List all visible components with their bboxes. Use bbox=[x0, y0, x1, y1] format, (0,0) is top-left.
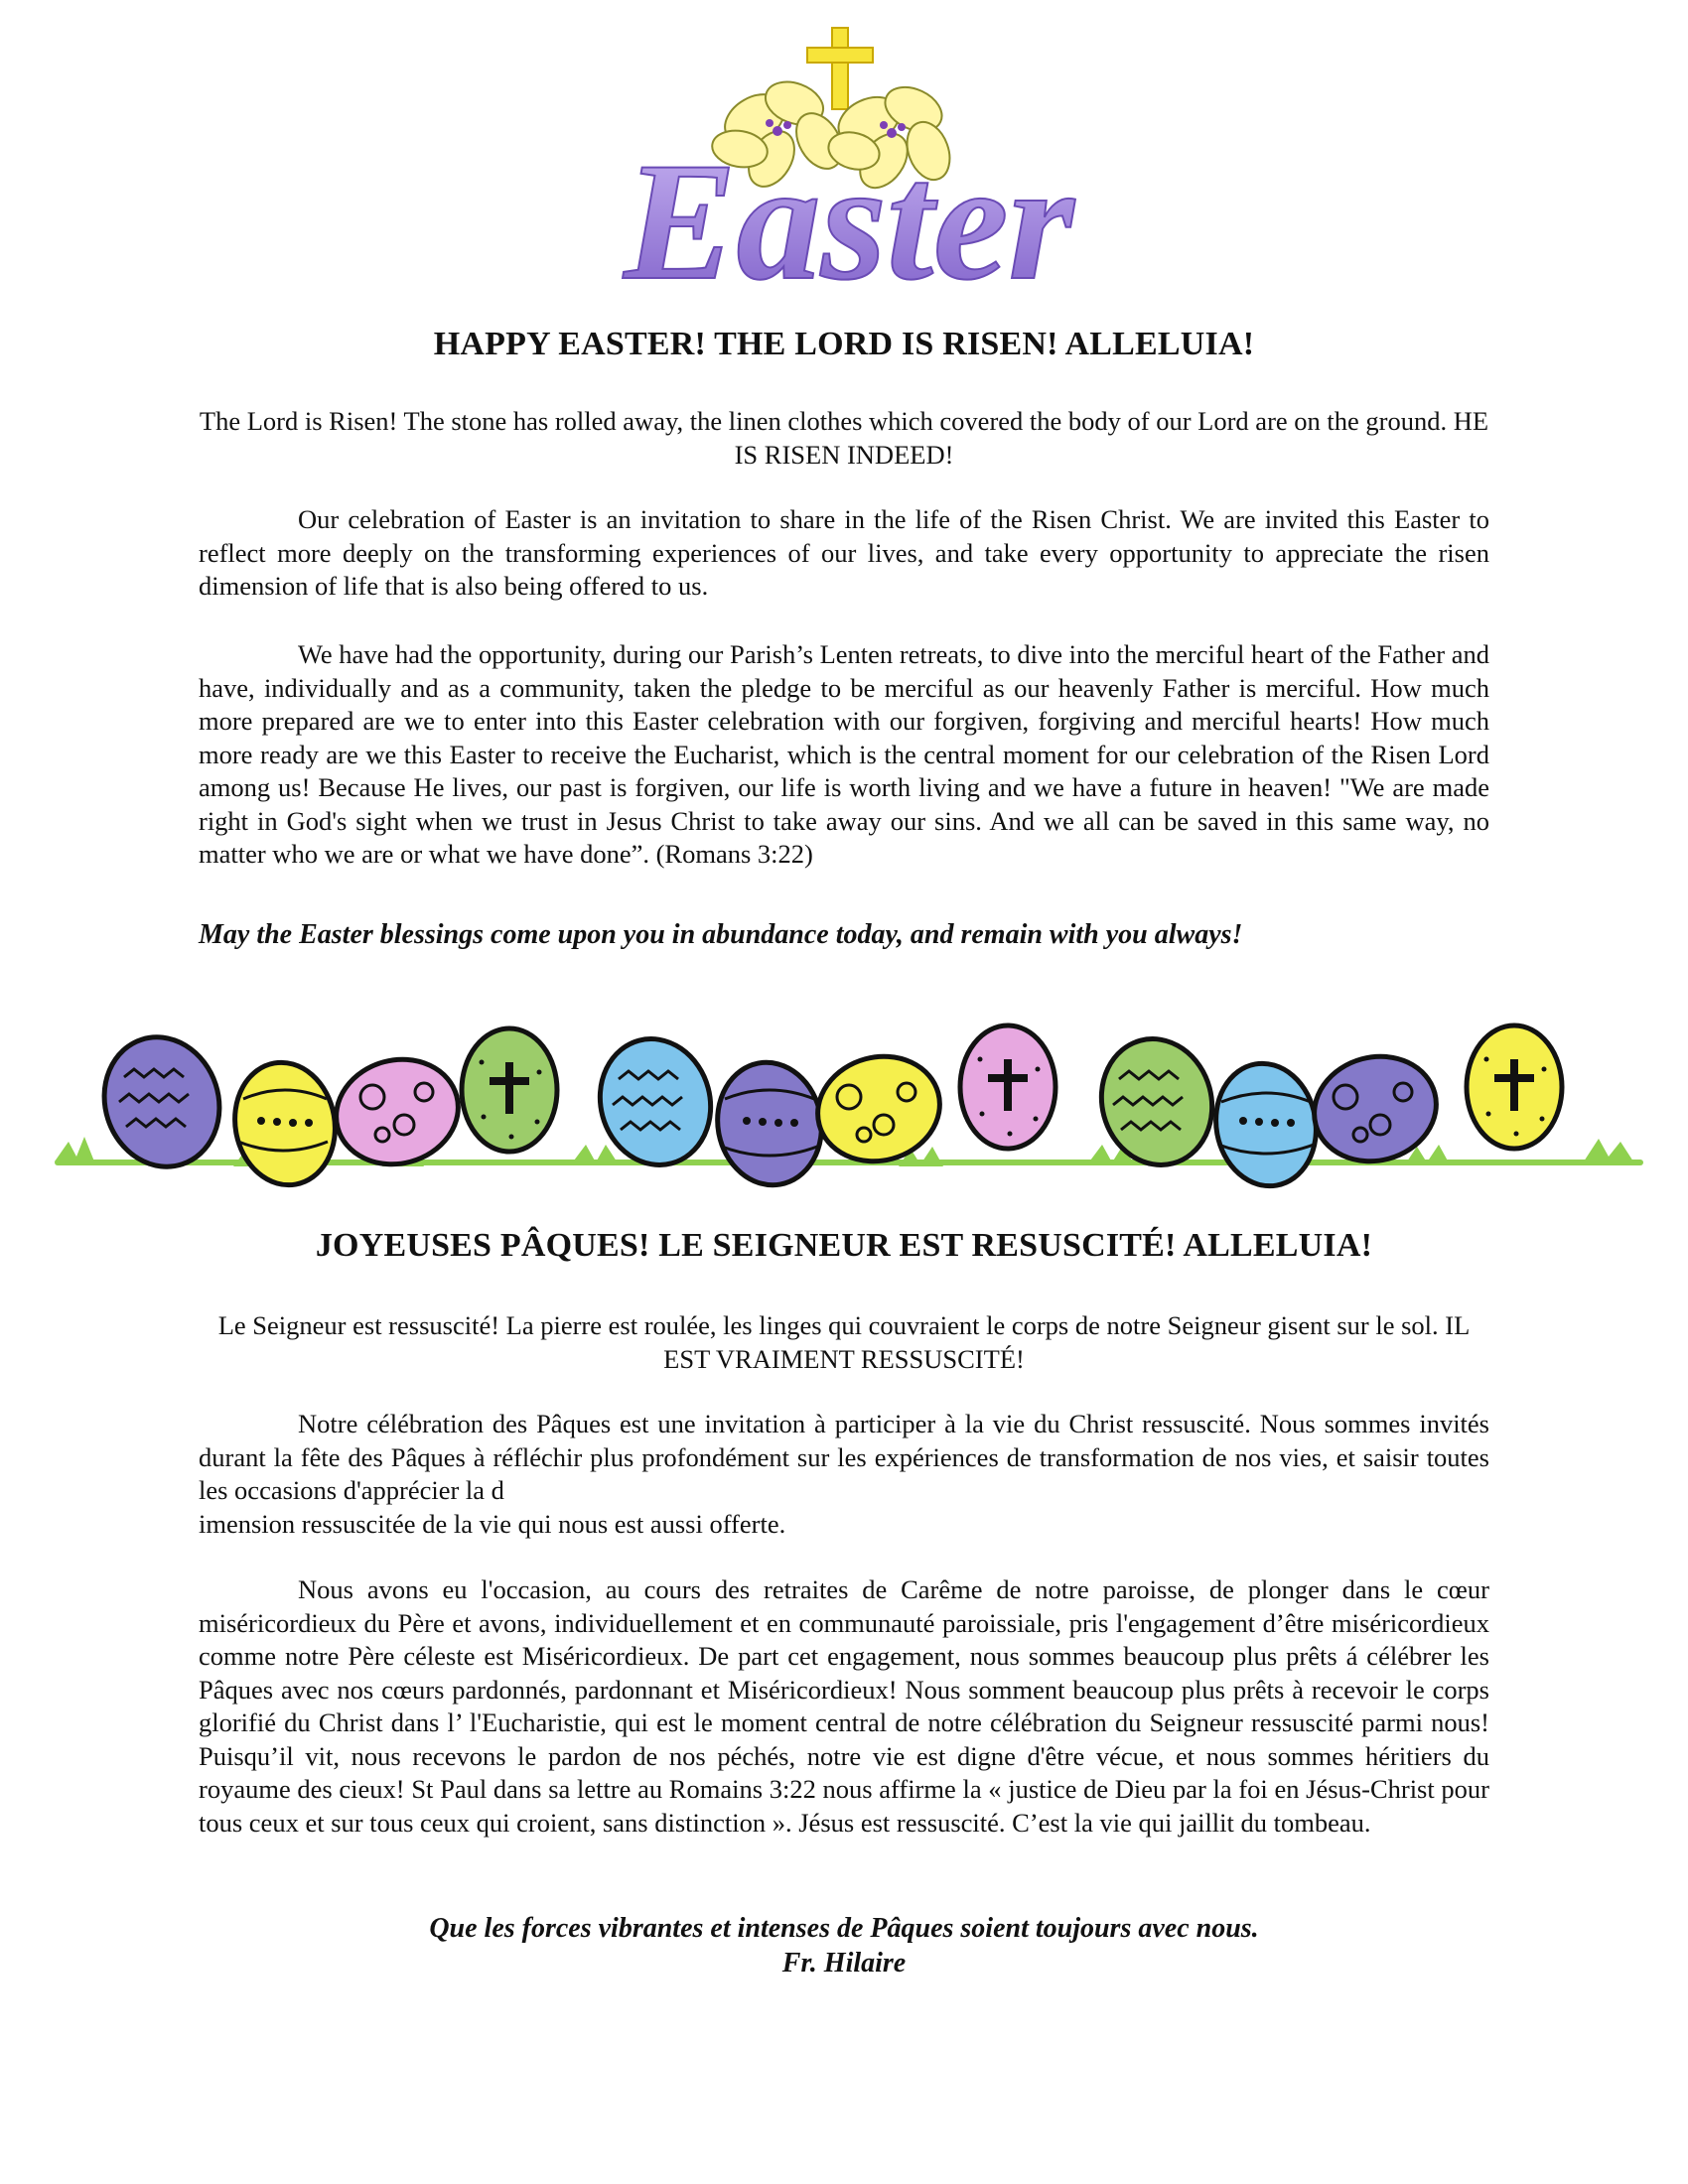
french-paragraph-1 bbox=[199, 1408, 1489, 1541]
easter-eggs-border bbox=[55, 1018, 1643, 1206]
egg-purple-zigzag bbox=[87, 1023, 235, 1182]
signature: Fr. Hilaire bbox=[781, 1948, 907, 1979]
english-heading: HAPPY EASTER! THE LORD IS RISEN! ALLELUIA! bbox=[433, 326, 1255, 362]
french-paragraph-2 bbox=[199, 1573, 1489, 1840]
easter-logo-text: Easter bbox=[624, 128, 1074, 290]
french-paragraph-1-text: Notre célébration des Pâques est une invitation à participer à la vie du Christ ressuscité. Nous sommes invités durant la fête des Pâques à réfléchir plus profondément sur les expériences de transformation de nos vies, et saisir toutes les occasions d'apprécier la d bbox=[199, 1409, 1489, 1505]
english-paragraph-1-text: Our celebration of Easter is an invitation to share in the life of the Risen Christ. We are invited this Easter to reflect more deeply on the transforming experiences of our lives, and take every opportunity to appreciate the risen dimension of life that is also being offered to us. bbox=[199, 504, 1489, 601]
french-heading: JOYEUSES PÂQUES! LE SEIGNEUR EST RESUSCITÉ! ALLELUIA! bbox=[315, 1227, 1373, 1264]
egg-pink-circles bbox=[325, 1046, 471, 1178]
french-closing: Que les forces vibrantes et intenses de Pâques soient toujours avec nous. bbox=[429, 1913, 1259, 1944]
english-intro: The Lord is Risen! The stone has rolled away, the linen clothes which covered the body of our Lord are on the ground. HE IS RISEN INDEED! bbox=[199, 406, 1489, 470]
easter-logo bbox=[551, 22, 1147, 290]
english-paragraph-1 bbox=[199, 503, 1489, 604]
egg-yellow-dots bbox=[225, 1054, 345, 1192]
egg-blue-dots bbox=[1206, 1055, 1326, 1193]
french-paragraph-1-continuation: imension ressuscitée de la vie qui nous est aussi offerte. bbox=[199, 1508, 786, 1539]
french-paragraph-2-text: Nous avons eu l'occasion, au cours des retraites de Carême de notre paroisse, de plonger dans le cœur miséricordieux du Père et avons, individuellement et en communauté paroissiale, pris l'engagement d’être miséricordieux comme notre Père céleste est Miséricordieux. De part cet engagement, nous sommes beaucoup plus prêts á célébrer les Pâques avec nos cœurs pardonnés, pardonnant et Miséricordieux! Nous somment beaucoup plus prêts à recevoir le corps glorifié du Christ dans l’ l'Eucharistie, qui est le moment central de notre célébration du Seigneur ressuscité parmi nous! Puisqu’il vit, nous recevons le pardon de nos péchés, notre vie est digne d'être vécue, et nous sommes héritiers du royaume des cieux! St Paul dans sa lettre au Romains 3:22 nous affirme la « justice de Dieu par la foi en Jésus-Christ pour tous ceux et sur tous ceux qui croient, sans distinction ». Jésus est ressuscité. C’est la vie qui jaillit du tombeau. bbox=[199, 1574, 1489, 1838]
egg-purple-stripes bbox=[708, 1054, 831, 1193]
french-intro: Le Seigneur est ressuscité! La pierre est roulée, les linges qui couvraient le corps de notre Seigneur gisent sur le sol. IL EST VRAIMENT RESSUSCITÉ! bbox=[217, 1310, 1471, 1374]
english-paragraph-2-text: We have had the opportunity, during our Parish’s Lenten retreats, to dive into the merciful heart of the Father and have, individually and as a community, taken the pledge to be merciful as our heavenly Father is merciful. How much more prepared are we to enter into this Easter celebration with our forgiven, forgiving and merciful hearts! How much more ready are we this Easter to receive the Eucharist, which is the central moment for our celebration of the Risen Lord among us! Because He lives, our past is forgiven, our life is worth living and we have a future in heaven! "We are made right in God's sight when we trust in Jesus Christ to take away our sins. And we all can be saved in this same way, no matter who we are or what we have done”. (Romans 3:22) bbox=[199, 639, 1489, 869]
egg-purple-circles bbox=[1303, 1043, 1449, 1175]
english-paragraph-2 bbox=[199, 638, 1489, 872]
english-blessing: May the Easter blessings come upon you in abundance today, and remain with you always! bbox=[199, 919, 1243, 950]
